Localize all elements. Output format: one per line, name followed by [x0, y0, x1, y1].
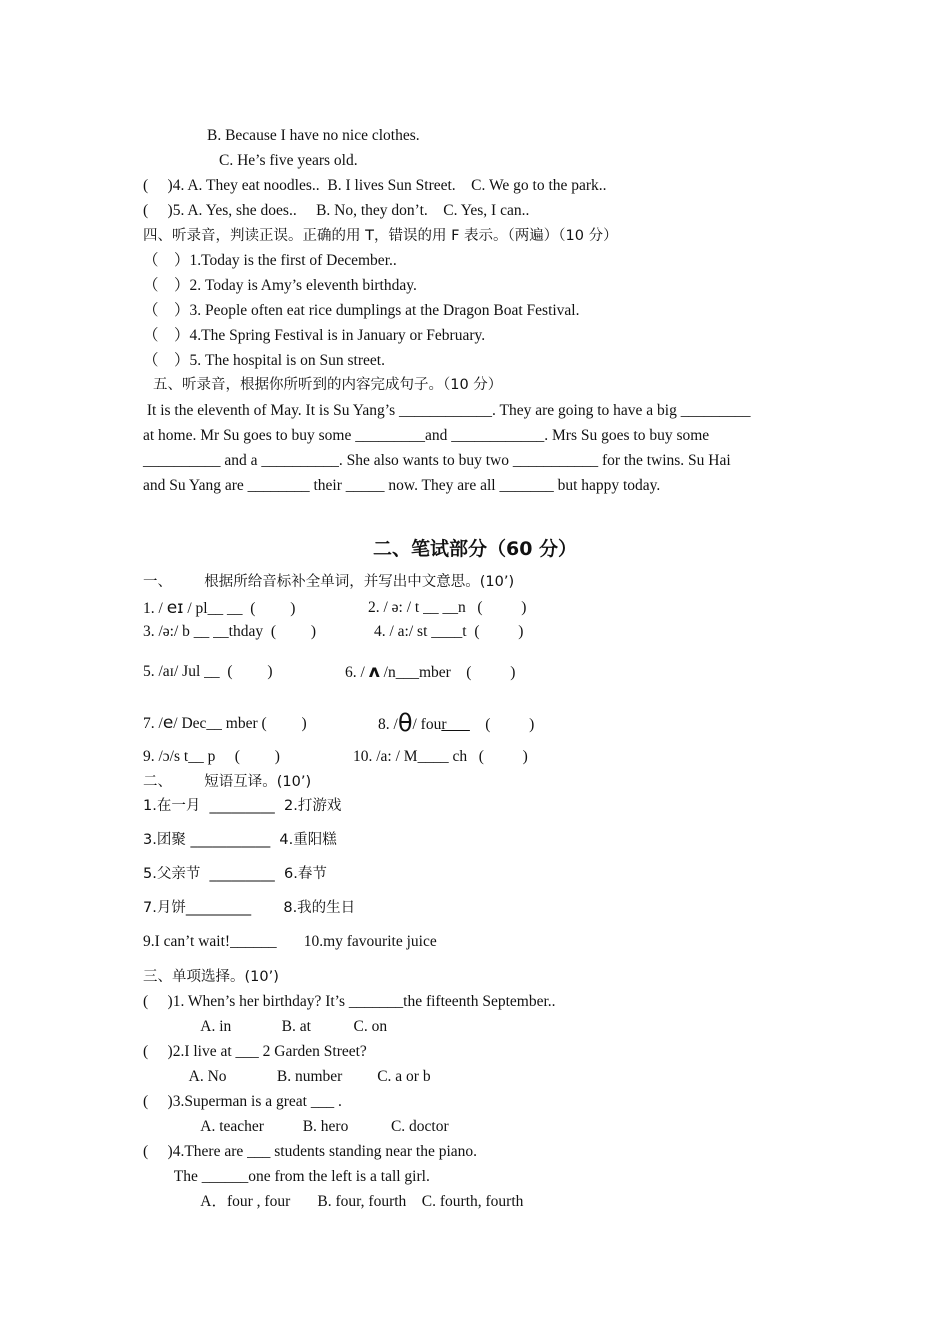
translation-row: 5.父亲节 _________ 6.春节 — [143, 866, 327, 882]
translation-row: 7.月饼_________ 8.我的生日 — [143, 900, 356, 916]
phonetic-item-7: 7. /e/ Dec__ mber ( ) — [143, 713, 307, 733]
choice-options: A. No B. number C. a or b — [143, 1068, 431, 1085]
listening-q4: ( )4. A. They eat noodles.. B. I lives Sun Street. C. We go to the park.. — [143, 177, 607, 194]
part2-title: 二、 短语互译。(10’) — [143, 774, 312, 790]
choice-question: ( )4.There are ___ students standing near the piano. — [143, 1143, 478, 1160]
phonetic-item-8: 8. /θ/ four___ ( ) — [378, 709, 535, 737]
phonetic-item-1: 1. / eɪ / pl__ __ ( ) — [143, 598, 296, 618]
q3-option-c: C. He’s five years old. — [219, 152, 358, 169]
translation-row: 9.I can’t wait!______ 10.my favourite juice — [143, 933, 437, 950]
section5-line: at home. Mr Su goes to buy some _________and ____________. Mrs Su goes to buy some — [143, 427, 710, 444]
phonetic-item-9: 9. /ɔ/s t__ p ( ) — [143, 748, 280, 765]
phonetic-symbol: eɪ — [166, 598, 184, 618]
choice-options: A．four , four B. four, fourth C. fourth, fourth — [143, 1193, 524, 1210]
phonetic-item-3: 3. /ə:/ b __ __thday ( ) — [143, 623, 317, 640]
section4-item: （ ）5. The hospital is on Sun street. — [143, 352, 385, 369]
section4-item: （ ）1.Today is the first of December.. — [143, 252, 397, 269]
phonetic-item-4: 4. / a:/ st ____t ( ) — [374, 623, 524, 640]
section4-item: （ ）4.The Spring Festival is in January or February. — [143, 327, 486, 344]
written-part-title: 二、笔试部分（60 分） — [372, 538, 578, 560]
phonetic-symbol: θ — [397, 709, 413, 737]
phonetic-item-6: 6. / ʌ /n___mber ( ) — [345, 662, 516, 682]
part1-title: 一、 根据所给音标补全单词，并写出中文意思。(10’) — [143, 574, 515, 590]
q3-option-b: B. Because I have no nice clothes. — [207, 127, 420, 144]
section4-title: 四、听录音，判读正误。正确的用 T，错误的用 F 表示。（两遍）（10 分） — [143, 228, 618, 244]
phonetic-item-10: 10. /a: / M____ ch ( ) — [353, 748, 528, 765]
part3-title: 三、单项选择。(10’) — [143, 969, 279, 985]
section4-item: （ ）2. Today is Amy’s eleventh birthday. — [143, 277, 417, 294]
choice-question: ( )3.Superman is a great ___ . — [143, 1093, 342, 1110]
choice-question-cont: The ______one from the left is a tall girl. — [143, 1168, 430, 1185]
choice-question: ( )2.I live at ___ 2 Garden Street? — [143, 1043, 367, 1060]
choice-options: A. teacher B. hero C. doctor — [143, 1118, 449, 1135]
phonetic-symbol: e — [162, 713, 174, 733]
phonetic-item-2: 2. / ə: / t __ __n ( ) — [368, 599, 527, 616]
listening-q5: ( )5. A. Yes, she does.. B. No, they don’t. C. Yes, I can.. — [143, 202, 530, 219]
translation-row: 1.在一月 _________ 2.打游戏 — [143, 798, 342, 814]
phonetic-symbol: ʌ — [368, 662, 380, 682]
phonetic-item-5: 5. /aɪ/ Jul __ ( ) — [143, 663, 273, 680]
section5-line: and Su Yang are ________ their _____ now. They are all _______ but happy today. — [143, 477, 661, 494]
section4-item: （ ）3. People often eat rice dumplings at the Dragon Boat Festival. — [143, 302, 580, 319]
section5-title: 五、听录音，根据你所听到的内容完成句子。（10 分） — [153, 377, 503, 393]
section5-line: It is the eleventh of May. It is Su Yang’s ____________. They are going to have a big _________ — [143, 402, 751, 419]
section5-line: __________ and a __________. She also wants to buy two ___________ for the twins. Su Hai — [143, 452, 731, 469]
choice-question: ( )1. When’s her birthday? It’s _______the fifteenth September.. — [143, 993, 556, 1010]
choice-options: A. in B. at C. on — [143, 1018, 388, 1035]
translation-row: 3.团聚 ___________ 4.重阳糕 — [143, 832, 337, 848]
